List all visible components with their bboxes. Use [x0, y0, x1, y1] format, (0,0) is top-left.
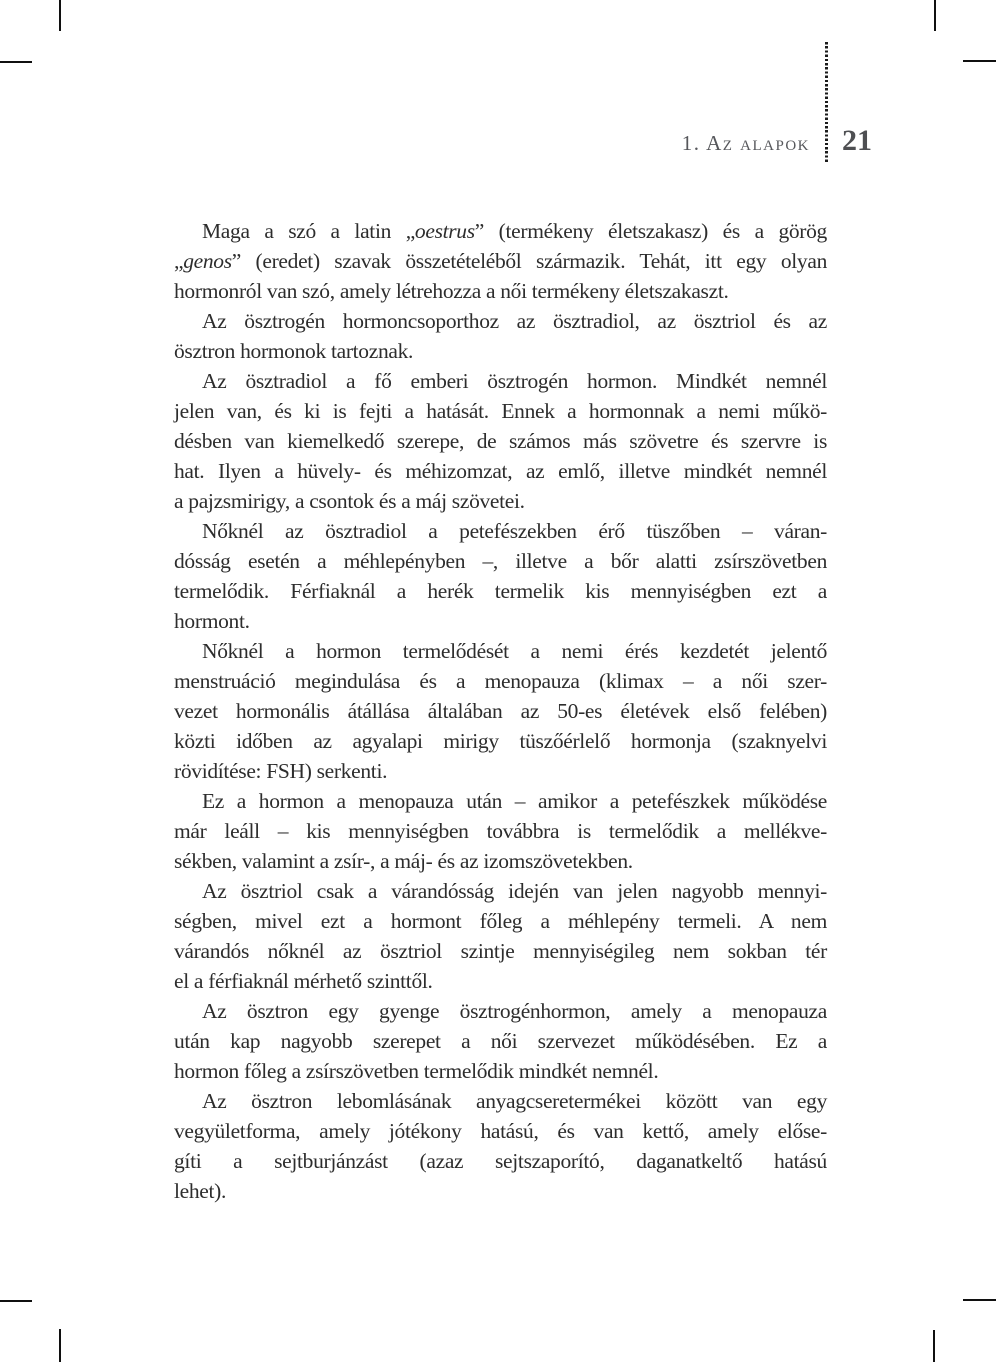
paragraph — [174, 216, 827, 306]
text-line: már leáll – kis mennyiségben továbbra is termelődik a mellékve- — [174, 819, 827, 843]
text-line: várandós nőknél az ösztriol szintje mennyiségileg nem sokban tér — [174, 939, 827, 963]
crop-mark-bottom-right-vertical — [933, 1330, 935, 1362]
text-line: jelen van, és ki is fejti a hatását. Ennek a hormonnak a nemi műkö- — [174, 399, 827, 423]
crop-mark-top-left-vertical — [59, 0, 61, 31]
crop-mark-top-left-horizontal — [0, 61, 32, 63]
dotted-divider-rule — [825, 42, 828, 162]
running-header-chapter-title: 1. Az alapok — [681, 131, 810, 155]
text-line: hormont. — [174, 609, 250, 633]
text-line: vezet hormonális átállása általában az 50-es életévek első felében) — [174, 699, 827, 723]
text-line: sékben, valamint a zsír-, a máj- és az izomszövetekben. — [174, 849, 633, 873]
text-line: Az ösztriol csak a várandósság idején van jelen nagyobb mennyi- — [202, 879, 827, 903]
page-number: 21 — [842, 124, 872, 157]
text-line: rövidítése: FSH) serkenti. — [174, 759, 388, 783]
paragraph — [174, 366, 827, 516]
text-block — [174, 216, 827, 1206]
text-line: termelődik. Férfiaknál a herék termelik kis mennyiségben ezt a — [174, 579, 827, 603]
text-line: Az ösztrogén hormoncsoporthoz az ösztradiol, az ösztriol és az — [202, 309, 827, 333]
text-line: „genos” (eredet) szavak összetételéből származik. Tehát, itt egy olyan — [174, 249, 827, 273]
paragraph — [174, 306, 827, 366]
text-line: dósság esetén a méhlepényben –, illetve a bőr alatti zsírszövetben — [174, 549, 827, 573]
text-line: Nőknél az ösztradiol a petefészekben érő tüszőben – váran- — [202, 519, 827, 543]
crop-mark-bottom-left-vertical — [59, 1329, 61, 1362]
text-line: Ez a hormon a menopauza után – amikor a petefészkek működése — [202, 789, 827, 813]
text-line: Az ösztradiol a fő emberi ösztrogén hormon. Mindkét nemnél — [202, 369, 827, 393]
text-line: után kap nagyobb szerepet a női szervezet működésében. Ez a — [174, 1029, 827, 1053]
paragraph — [174, 996, 827, 1086]
text-line: désben van kiemelkedő szerepe, de számos más szövetre és szervre is — [174, 429, 827, 453]
text-line: Az ösztron egy gyenge ösztrogénhormon, amely a menopauza — [202, 999, 827, 1023]
text-line: Nőknél a hormon termelődését a nemi érés kezdetét jelentő — [202, 639, 827, 663]
crop-mark-top-right-vertical — [934, 0, 936, 31]
paragraph — [174, 786, 827, 876]
text-line: vegyületforma, amely jótékony hatású, és van kettő, amely előse- — [174, 1119, 827, 1143]
crop-mark-bottom-right-horizontal — [963, 1299, 996, 1301]
text-line: hormonról van szó, amely létrehozza a női termékeny életszakaszt. — [174, 279, 729, 303]
text-line: hormon főleg a zsírszövetben termelődik mindkét nemnél. — [174, 1059, 659, 1083]
text-line: menstruáció megindulása és a menopauza (klimax – a női szer- — [174, 669, 827, 693]
paragraph — [174, 1086, 827, 1206]
text-line: lehet). — [174, 1179, 227, 1203]
text-line: Maga a szó a latin „oestrus” (termékeny életszakasz) és a görög — [202, 219, 827, 243]
paragraph — [174, 636, 827, 786]
text-line: el a férfiaknál mérhető szinttől. — [174, 969, 433, 993]
paragraph — [174, 516, 827, 636]
paragraph — [174, 876, 827, 996]
text-line: a pajzsmirigy, a csontok és a máj szövetei. — [174, 489, 525, 513]
crop-mark-bottom-left-horizontal — [0, 1300, 32, 1302]
text-line: gíti a sejtburjánzást (azaz sejtszaporító, daganatkeltő hatású — [174, 1149, 827, 1173]
text-line: közti időben az agyalapi mirigy tüszőérlelő hormonja (szaknyelvi — [174, 729, 827, 753]
text-line: Az ösztron lebomlásának anyagcseretermékei között van egy — [202, 1089, 827, 1113]
crop-mark-top-right-horizontal — [963, 60, 996, 62]
text-line: ösztron hormonok tartoznak. — [174, 339, 414, 363]
text-line: hat. Ilyen a hüvely- és méhizomzat, az emlő, illetve mindkét nemnél — [174, 459, 827, 483]
text-line: ségben, mivel ezt a hormont főleg a méhlepény termeli. A nem — [174, 909, 827, 933]
